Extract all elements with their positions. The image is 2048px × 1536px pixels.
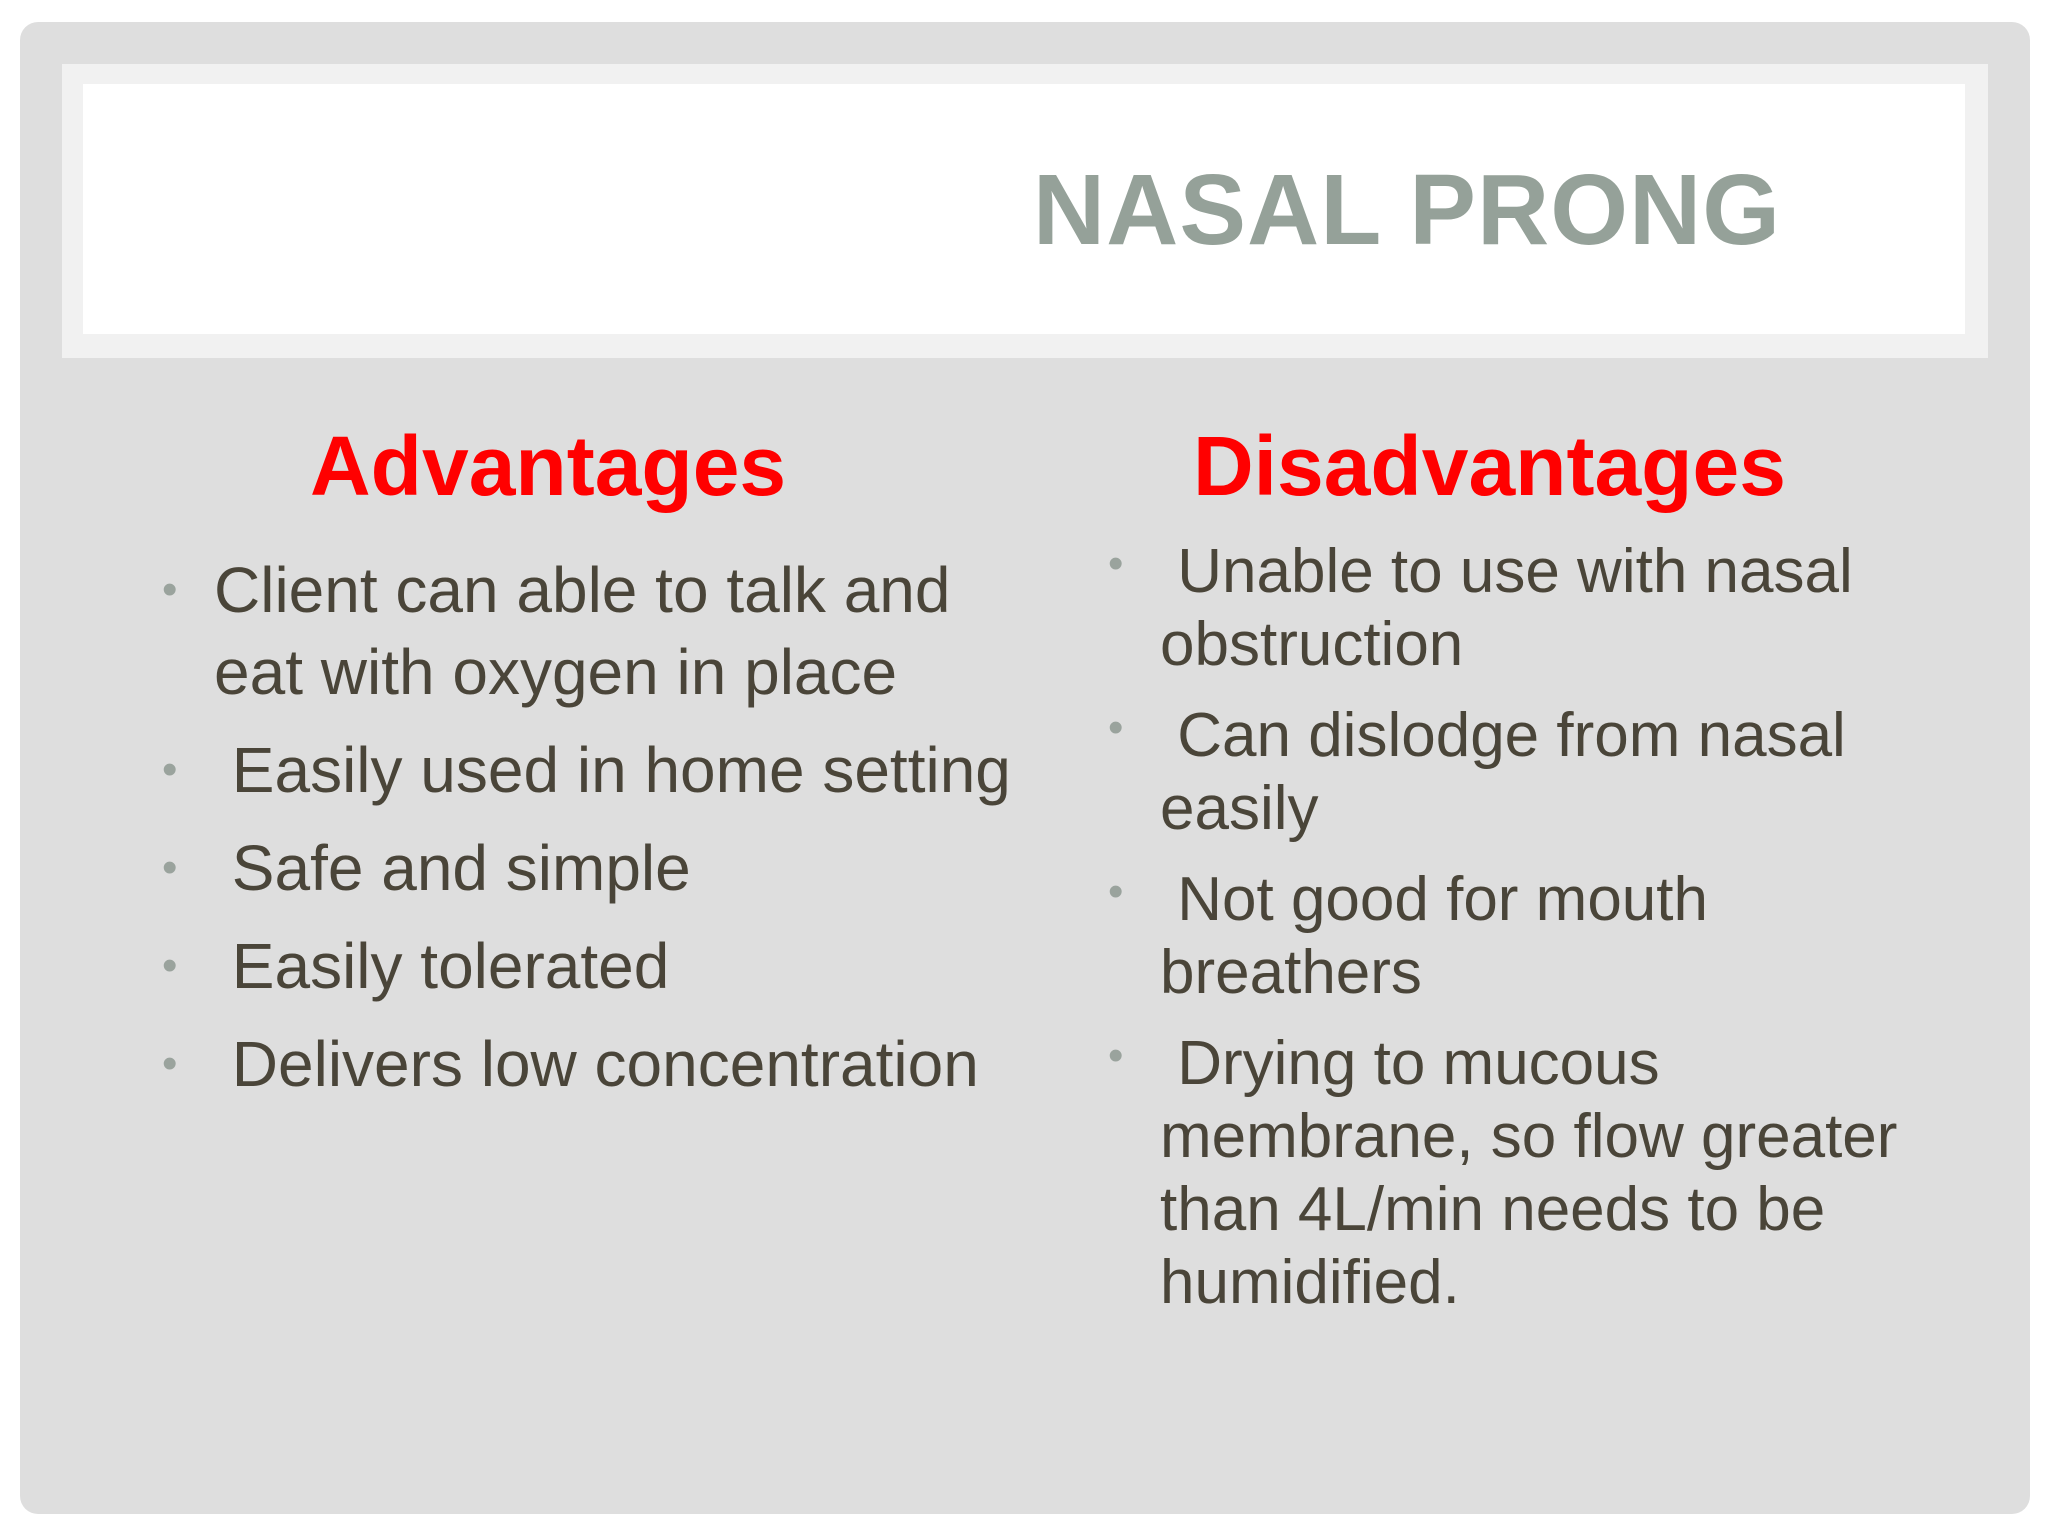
- disadvantages-list: [1086, 535, 1986, 1319]
- advantages-heading: Advantages: [310, 419, 787, 513]
- slide: [20, 22, 2030, 1514]
- bullet-icon: •: [1108, 702, 1124, 752]
- list-item-text: Easily used in home setting: [214, 733, 1011, 806]
- list-item: [1086, 699, 1986, 845]
- list-item-text: Can dislodge from nasal easily: [1160, 700, 1864, 843]
- list-item: [140, 925, 1020, 1007]
- list-item: [1086, 863, 1986, 1009]
- list-item-text: Safe and simple: [214, 831, 691, 904]
- list-item-text: Easily tolerated: [214, 929, 670, 1002]
- disadvantages-heading: Disadvantages: [1193, 419, 1786, 513]
- list-item: [140, 729, 1020, 811]
- advantages-list: [140, 549, 1020, 1105]
- list-item-text: Delivers low concentration: [214, 1027, 979, 1100]
- list-item: [140, 549, 1020, 713]
- title-band: [62, 64, 1988, 358]
- list-item: [1086, 535, 1986, 681]
- bullet-icon: •: [162, 744, 178, 794]
- list-item-text: Not good for mouth breathers: [1160, 864, 1726, 1007]
- list-item-text: Unable to use with nasal obstruction: [1160, 536, 1870, 679]
- slide-title: NASAL PRONG: [1032, 154, 1781, 266]
- disadvantages-column: [1086, 418, 1986, 1337]
- list-item: [140, 827, 1020, 909]
- bullet-icon: •: [162, 940, 178, 990]
- bullet-icon: •: [1108, 1030, 1124, 1080]
- bullet-icon: •: [162, 1038, 178, 1088]
- advantages-column: [140, 418, 1020, 1121]
- bullet-icon: •: [162, 564, 178, 614]
- list-item: [1086, 1027, 1986, 1319]
- bullet-icon: •: [1108, 538, 1124, 588]
- bullet-icon: •: [162, 842, 178, 892]
- list-item-text: Client can able to talk and eat with oxygen in place: [214, 553, 951, 708]
- bullet-icon: •: [1108, 866, 1124, 916]
- list-item-text: Drying to mucous membrane, so flow greater than 4L/min needs to be humidified.: [1160, 1028, 1915, 1317]
- title-box: [83, 84, 1965, 334]
- list-item: [140, 1023, 1020, 1105]
